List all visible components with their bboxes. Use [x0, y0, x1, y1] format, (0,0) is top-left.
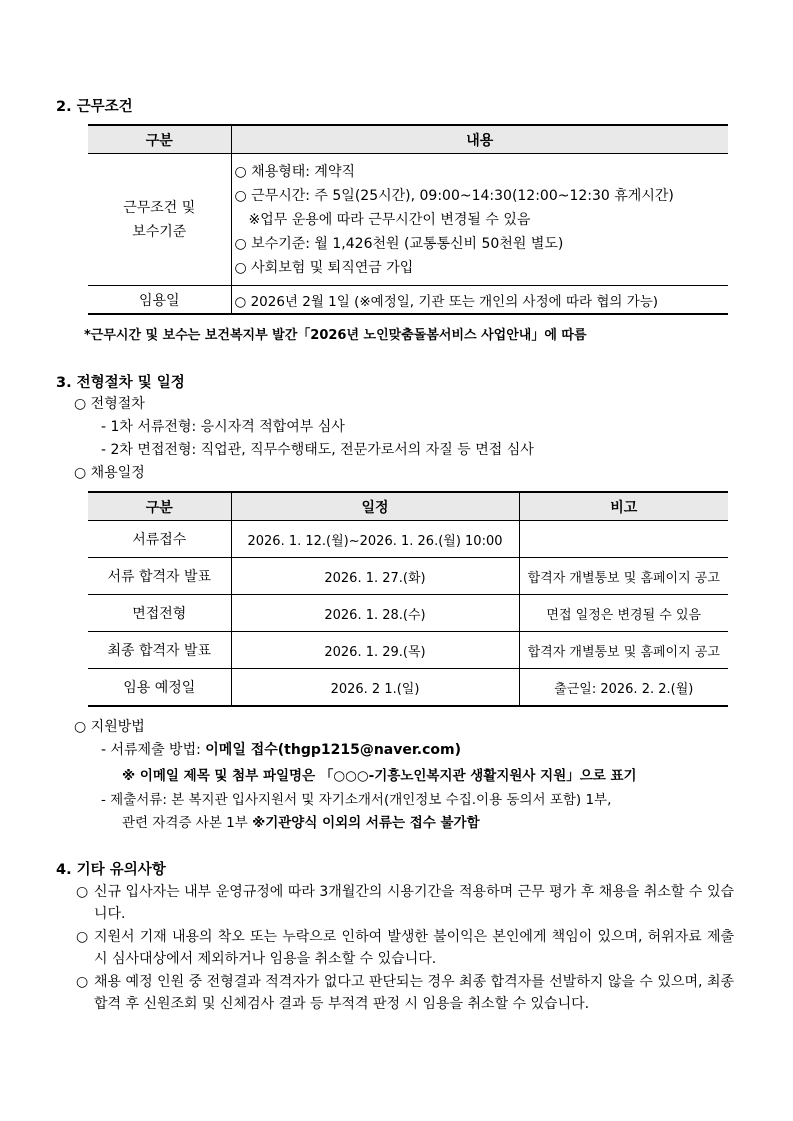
bullet-icon: ○ — [76, 974, 89, 990]
section4-title: 4. 기타 유의사항 — [56, 862, 166, 878]
table-row — [88, 558, 728, 595]
table-header-row — [88, 125, 728, 154]
table-cell: 2026. 1. 27.(화) — [231, 558, 519, 595]
column-header: 비고 — [519, 492, 728, 521]
table-row — [88, 154, 728, 286]
email-note: ※ 이메일 제목 및 첨부 파일명은 「○○○-기흥노인복지관 생활지원사 지원」으로 표기 — [122, 768, 637, 784]
condition-line: ○ 사회보험 및 퇴직연금 가입 — [234, 259, 414, 276]
table-cell: 면접 일정은 변경될 수 있음 — [519, 595, 728, 632]
condition-line: ○ 근무시간: 주 5일(25시간), 09:00~14:30(12:00~12:30 휴게시간) — [234, 187, 674, 204]
table-row — [88, 286, 728, 315]
column-header: 구분 — [88, 125, 231, 154]
notice-text: 지원서 기재 내용의 착오 또는 누락으로 인하여 발생한 불이익은 본인에게 책임이 있으며, 허위자료 제출 시 심사대상에서 제외하거나 임용을 취소할 수 있습니다. — [94, 929, 734, 967]
table-cell: 서류접수 — [88, 521, 231, 558]
apply-method-label: - 서류제출 방법: — [101, 742, 206, 758]
table-cell: 2026. 1. 28.(수) — [231, 595, 519, 632]
table-cell: 2026. 1. 12.(월)~2026. 1. 26.(월) 10:00 — [231, 521, 519, 558]
table-header-row — [88, 492, 728, 521]
table-cell: 합격자 개별통보 및 홈페이지 공고 — [519, 558, 728, 595]
table-cell: 출근일: 2026. 2. 2.(월) — [519, 669, 728, 707]
section2-title: 2. 근무조건 — [56, 99, 133, 115]
row-label — [88, 154, 231, 286]
table-cell: 임용 예정일 — [88, 669, 231, 707]
column-header: 일정 — [231, 492, 519, 521]
notice-item — [76, 971, 734, 1015]
row-label-line: 보수기준 — [132, 223, 187, 240]
table-row — [88, 595, 728, 632]
table-row — [88, 669, 728, 707]
work-conditions-table — [88, 124, 728, 315]
schedule-table — [88, 491, 728, 707]
procedure-item: - 2차 면접전형: 직업관, 직무수행태도, 전문가로서의 자질 등 면접 심사 — [101, 442, 534, 458]
table-cell: 최종 합격자 발표 — [88, 632, 231, 669]
column-header: 내용 — [231, 125, 728, 154]
notice-item — [76, 926, 734, 970]
conditions-cell — [231, 154, 728, 286]
column-header: 구분 — [88, 492, 231, 521]
table-cell: 서류 합격자 발표 — [88, 558, 231, 595]
condition-line: ※업무 운용에 따라 근무시간이 변경될 수 있음 — [234, 211, 531, 228]
table-cell: 합격자 개별통보 및 홈페이지 공고 — [519, 632, 728, 669]
row-label: 임용일 — [88, 286, 231, 315]
start-date-cell: ○ 2026년 2월 1일 (※예정일, 기관 또는 개인의 사정에 따라 협의 가능) — [231, 286, 728, 315]
table-row — [88, 521, 728, 558]
apply-heading: ○ 지원방법 — [74, 719, 145, 735]
table-cell: 면접전형 — [88, 595, 231, 632]
table-cell — [519, 521, 728, 558]
documents-warning: ※기관양식 이외의 서류는 접수 불가함 — [252, 815, 480, 831]
table-cell: 2026. 2 1.(일) — [231, 669, 519, 707]
bullet-icon: ○ — [76, 929, 89, 945]
apply-method — [101, 739, 461, 759]
procedure-item: - 1차 서류전형: 응시자격 적합여부 심사 — [101, 419, 345, 435]
bullet-icon: ○ — [76, 884, 89, 900]
documents-text: 관련 자격증 사본 1부 — [122, 815, 253, 831]
apply-email: 이메일 접수(thgp1215@naver.com) — [205, 742, 461, 758]
notice-item — [76, 881, 734, 925]
table-cell: 2026. 1. 29.(목) — [231, 632, 519, 669]
work-note: *근무시간 및 보수는 보건복지부 발간「2026년 노인맞춤돌봄서비스 사업안내」에 따름 — [84, 328, 587, 343]
condition-line: ○ 보수기준: 월 1,426천원 (교통통신비 50천원 별도) — [234, 235, 564, 252]
documents-line — [122, 811, 480, 831]
notice-text: 채용 예정 인원 중 전형결과 적격자가 없다고 판단되는 경우 최종 합격자를 선발하지 않을 수 있으며, 최종 합격 후 신원조회 및 신체검사 결과 등 부적격 판정 시 임용을 취소할 수 있습니다. — [94, 974, 734, 1012]
condition-line: ○ 채용형태: 계약직 — [234, 163, 356, 180]
schedule-heading: ○ 채용일정 — [74, 465, 145, 481]
procedure-heading: ○ 전형절차 — [74, 396, 145, 412]
documents-line: - 제출서류: 본 복지관 입사지원서 및 자기소개서(개인정보 수집.이용 동의서 포함) 1부, — [101, 792, 612, 808]
notice-text: 신규 입사자는 내부 운영규정에 따라 3개월간의 시용기간을 적용하며 근무 평가 후 채용을 취소할 수 있습니다. — [94, 884, 734, 922]
table-row — [88, 632, 728, 669]
row-label-line: 근무조건 및 — [123, 199, 196, 216]
section3-title: 3. 전형절차 및 일정 — [56, 375, 185, 391]
